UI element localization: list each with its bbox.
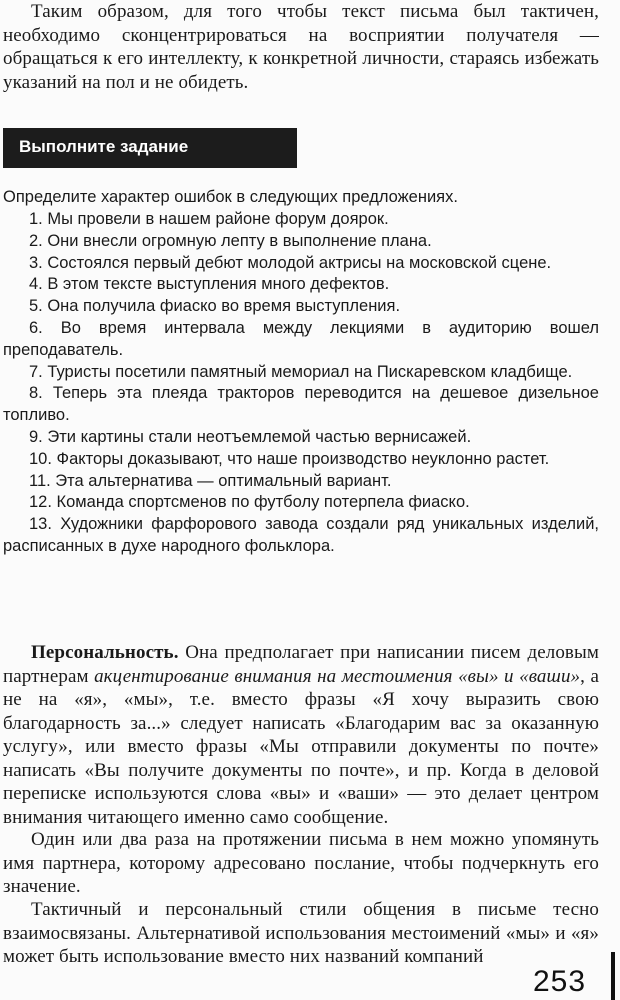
task-sentence: 3. Состоялся первый дебют молодой актрисы на московской сцене. — [29, 253, 552, 272]
page-number: 253 — [533, 965, 587, 998]
task-sentence: 13. Художники фарфорового завода создали ряд уникальных изделий, расписанных в духе народного фольклора. — [3, 515, 599, 555]
task-header-banner — [3, 128, 297, 168]
task-sentence-list — [3, 209, 599, 558]
task-sentence: 12. Команда спортсменов по футболу потерпела фиаско. — [29, 493, 470, 512]
task-sentence: 2. Они внесли огромную лепту в выполнение плана. — [29, 231, 432, 250]
task-sentence: 4. В этом тексте выступления много дефектов. — [29, 275, 390, 294]
personal-text-end: , а не на «я», «мы», т.е. вместо фразы «Я хочу выразить свою благодарность за...» следует написать «Благодарим вас за оказанную услугу», или вместо фразы «Мы отправили документы по почте» написать «Вы получите документы по почте», и пр. Когда в деловой переписке используются слова «вы» и «ваши» — это делает центром внимания читающего именно само сообщение. — [3, 665, 599, 828]
page-edge-marker — [611, 952, 615, 1000]
partner-name-paragraph: Один или два раза на протяжении письма в нем можно упомянуть имя партнера, которому адресовано послание, чтобы подчеркнуть его значение. — [3, 829, 599, 897]
personal-paragraph — [3, 641, 599, 829]
task-instruction: Определите характер ошибок в следующих предложениях. — [3, 188, 458, 206]
personal-term: Персональность. — [31, 642, 179, 663]
task-sentence: 1. Мы провели в нашем районе форум доярок. — [29, 210, 389, 228]
task-sentence: 5. Она получила фиаско во время выступления. — [29, 297, 401, 316]
tactful-style-paragraph: Тактичный и персональный стили общения в письме тесно взаимосвязаны. Альтернативой использования местоимений «мы» и «я» может быть использование вместо них названий компаний — [3, 899, 599, 967]
personal-text-start: Она предполагает при написании писем деловым партнерам — [3, 642, 599, 687]
task-sentence: 8. Теперь эта плеяда тракторов переводится на дешевое дизельное топливо. — [3, 384, 599, 425]
personal-emphasis: акцентирование внимания на местоимения «вы» и «ваши» — [94, 665, 581, 687]
task-sentence: 10. Факторы доказывают, что наше производство неуклонно растет. — [29, 449, 550, 468]
intro-paragraph: Таким образом, для того чтобы текст письма был тактичен, необходимо сконцентрироваться на восприятии получателя — обращаться к его интеллекту, к конкретной личности, стараясь избежать указаний на пол и не обидеть. — [3, 1, 599, 93]
task-sentence: 6. Во время интервала между лекциями в аудиторию вошел преподаватель. — [3, 318, 599, 359]
task-sentence: 7. Туристы посетили памятный мемориал на Пискаревском кладбище. — [29, 362, 573, 381]
task-sentence: 11. Эта альтернатива — оптимальный вариант. — [29, 471, 392, 490]
task-sentence: 9. Эти картины стали неотъемлемой частью вернисажей. — [29, 427, 472, 446]
task-title: Выполните задание — [19, 137, 189, 156]
